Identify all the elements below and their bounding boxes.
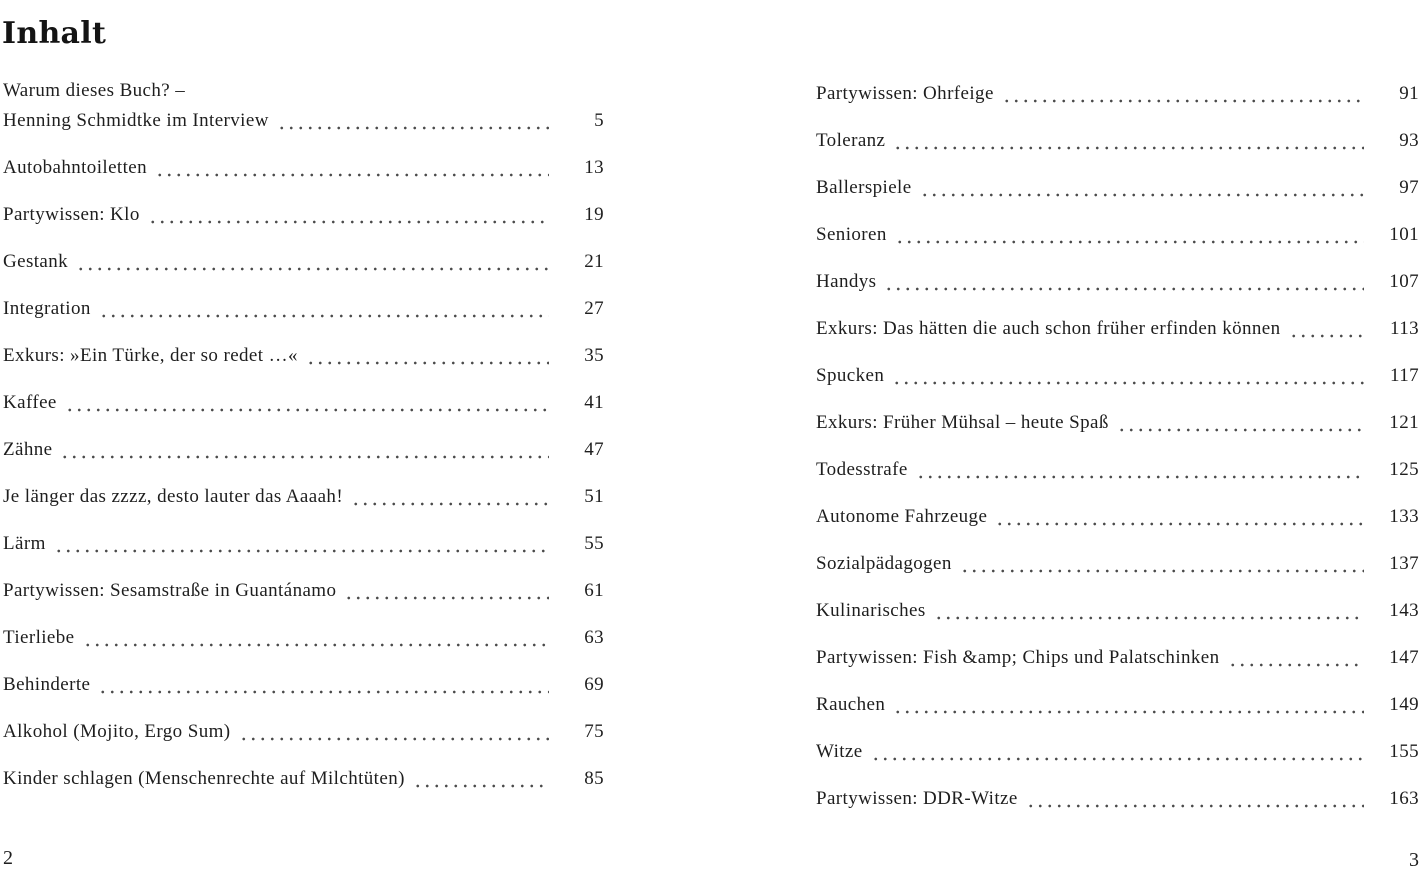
toc-entry <box>816 126 1419 156</box>
toc-entry-page-number: 125 <box>1389 459 1419 480</box>
toc-entry <box>3 341 604 371</box>
toc-entry <box>3 153 604 183</box>
toc-entry-page-number: 143 <box>1389 600 1419 621</box>
toc-column-right <box>816 79 1419 831</box>
toc-entry <box>3 529 604 559</box>
toc-entry-page-number: 27 <box>584 298 604 319</box>
dot-leader <box>892 361 1364 391</box>
toc-entry-title: Exkurs: Das hätten die auch schon früher erfinden können <box>816 318 1281 339</box>
toc-entry-title: Partywissen: DDR-Witze <box>816 788 1018 809</box>
toc-entry-page-number: 155 <box>1389 741 1419 762</box>
dot-leader <box>893 690 1364 720</box>
dot-leader <box>916 455 1364 485</box>
toc-entry-page-number: 93 <box>1399 130 1419 151</box>
toc-entry-title: Gestank <box>3 251 69 272</box>
toc-entry-title: Exkurs: Früher Mühsal – heute Spaß <box>816 412 1109 433</box>
toc-entry <box>3 717 604 747</box>
toc-entry <box>3 435 604 465</box>
folio-left-page-number: 2 <box>3 847 13 869</box>
dot-leader <box>99 294 549 324</box>
toc-entry <box>816 643 1419 673</box>
toc-entry-page-number: 75 <box>584 721 604 742</box>
toc-entry-title: Todesstrafe <box>816 459 908 480</box>
toc-entry-title: Alkohol (Mojito, Ergo Sum) <box>3 721 231 742</box>
toc-entry-title: Kulinarisches <box>816 600 926 621</box>
dot-leader <box>1289 314 1364 344</box>
toc-entry-page-number: 163 <box>1389 788 1419 809</box>
toc-entry-title: Kaffee <box>3 392 57 413</box>
toc-entry-title: Je länger das zzzz, desto lauter das Aaaah! <box>3 486 344 507</box>
toc-entry <box>3 482 604 512</box>
toc-entry-title: Partywissen: Fish &amp; Chips und Palatschinken <box>816 647 1220 668</box>
dot-leader <box>65 388 549 418</box>
toc-entry <box>3 764 604 794</box>
dot-leader <box>884 267 1364 297</box>
toc-entry-page-number: 69 <box>584 674 604 695</box>
toc-entry-page-number: 137 <box>1389 553 1419 574</box>
toc-entry <box>816 737 1419 767</box>
toc-entry-page-number: 121 <box>1389 412 1419 433</box>
toc-entry-page-number: 35 <box>584 345 604 366</box>
toc-entry-title: Autobahntoiletten <box>3 157 147 178</box>
dot-leader <box>54 529 549 559</box>
toc-entry-title: Ballerspiele <box>816 177 912 198</box>
toc-entry-title: Witze <box>816 741 863 762</box>
toc-entry-title: Tierliebe <box>3 627 75 648</box>
dot-leader <box>871 737 1364 767</box>
toc-entry <box>816 596 1419 626</box>
toc-entry-page-number: 21 <box>584 251 604 272</box>
toc-entry <box>816 361 1419 391</box>
dot-leader <box>306 341 549 371</box>
toc-entry <box>3 200 604 230</box>
toc-entry <box>816 549 1419 579</box>
toc-entry-title: Toleranz <box>816 130 886 151</box>
toc-entry-page-number: 5 <box>594 110 604 131</box>
toc-entry <box>3 388 604 418</box>
toc-entry-title: Spucken <box>816 365 885 386</box>
toc-entry-title: Integration <box>3 298 91 319</box>
dot-leader <box>413 764 549 794</box>
toc-entry-page-number: 97 <box>1399 177 1419 198</box>
toc-entry-page-number: 47 <box>584 439 604 460</box>
dot-leader <box>76 247 549 277</box>
toc-entry-title: Behinderte <box>3 674 91 695</box>
toc-entry-title: Henning Schmidtke im Interview <box>3 110 269 131</box>
toc-entry-page-number: 51 <box>584 486 604 507</box>
toc-entry-title: Senioren <box>816 224 887 245</box>
toc-entry-title: Kinder schlagen (Menschenrechte auf Milchtüten) <box>3 768 405 789</box>
toc-entry-title: Partywissen: Ohrfeige <box>816 83 994 104</box>
toc-entry <box>3 294 604 324</box>
toc-entry-page-number: 107 <box>1389 271 1419 292</box>
dot-leader <box>995 502 1364 532</box>
toc-entry <box>816 267 1419 297</box>
toc-entry-page-number: 113 <box>1390 318 1419 339</box>
toc-entry-title-line1: Warum dieses Buch? – <box>3 80 186 101</box>
toc-entry <box>816 408 1419 438</box>
toc-entry-page-number: 133 <box>1389 506 1419 527</box>
toc-entry-page-number: 55 <box>584 533 604 554</box>
dot-leader <box>351 482 549 512</box>
toc-entry <box>816 314 1419 344</box>
toc-entry-title: Autonome Fahrzeuge <box>816 506 988 527</box>
toc-entry <box>816 173 1419 203</box>
dot-leader <box>1026 784 1364 814</box>
toc-entry <box>3 76 604 136</box>
toc-entry <box>816 220 1419 250</box>
dot-leader <box>277 106 549 136</box>
toc-entry <box>816 79 1419 109</box>
dot-leader <box>148 200 549 230</box>
toc-entry-title: Exkurs: »Ein Türke, der so redet …« <box>3 345 298 366</box>
toc-entry-page-number: 13 <box>584 157 604 178</box>
toc-entry-page-number: 85 <box>584 768 604 789</box>
toc-entry-page-number: 19 <box>584 204 604 225</box>
toc-entry <box>816 690 1419 720</box>
toc-entry-page-number: 91 <box>1399 83 1419 104</box>
toc-entry-title: Partywissen: Sesamstraße in Guantánamo <box>3 580 337 601</box>
toc-entry-page-number: 63 <box>584 627 604 648</box>
toc-entry-page-number: 41 <box>584 392 604 413</box>
toc-column-left <box>3 76 604 811</box>
toc-entry-page-number: 61 <box>584 580 604 601</box>
toc-entry-title: Partywissen: Klo <box>3 204 140 225</box>
dot-leader <box>895 220 1364 250</box>
toc-entry <box>3 247 604 277</box>
dot-leader <box>1002 79 1364 109</box>
dot-leader <box>60 435 549 465</box>
dot-leader <box>155 153 549 183</box>
toc-entry <box>3 670 604 700</box>
dot-leader <box>893 126 1364 156</box>
toc-entry <box>816 455 1419 485</box>
toc-entry-page-number: 149 <box>1389 694 1419 715</box>
dot-leader <box>83 623 549 653</box>
toc-entry-title: Lärm <box>3 533 46 554</box>
toc-entry-title: Zähne <box>3 439 53 460</box>
toc-entry <box>3 623 604 653</box>
dot-leader <box>1228 643 1364 673</box>
toc-entry <box>816 784 1419 814</box>
toc-entry <box>3 576 604 606</box>
toc-entry-page-number: 101 <box>1389 224 1419 245</box>
toc-entry-title: Rauchen <box>816 694 886 715</box>
dot-leader <box>98 670 549 700</box>
dot-leader <box>1117 408 1364 438</box>
dot-leader <box>920 173 1364 203</box>
toc-entry <box>816 502 1419 532</box>
dot-leader <box>934 596 1364 626</box>
page-title: Inhalt <box>2 16 107 52</box>
toc-entry-page-number: 147 <box>1389 647 1419 668</box>
toc-entry-title: Handys <box>816 271 877 292</box>
toc-entry-page-number: 117 <box>1390 365 1419 386</box>
folio-right-page-number: 3 <box>1409 849 1419 871</box>
dot-leader <box>960 549 1364 579</box>
dot-leader <box>239 717 550 747</box>
toc-entry-title: Sozialpädagogen <box>816 553 952 574</box>
dot-leader <box>344 576 549 606</box>
